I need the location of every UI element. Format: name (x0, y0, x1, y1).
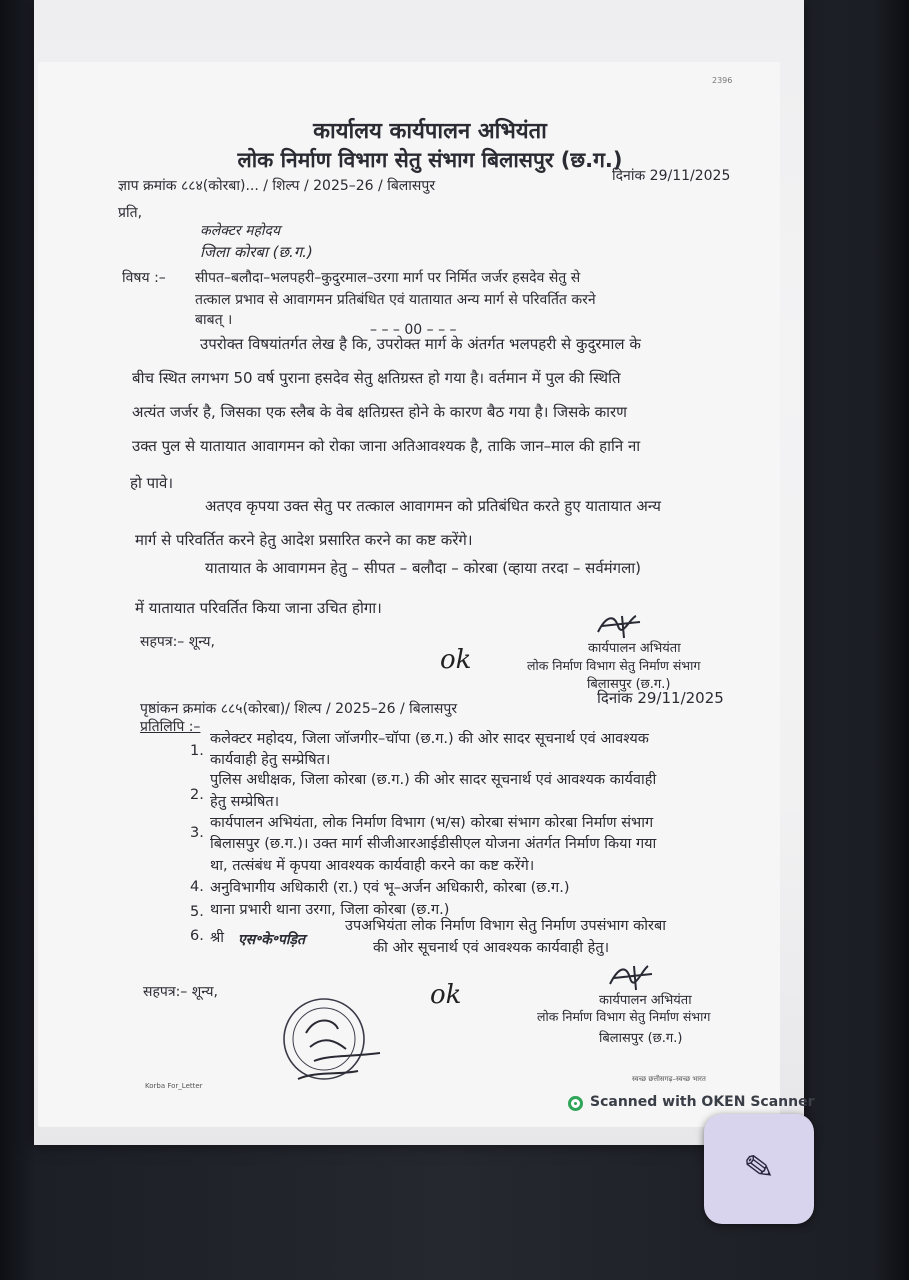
body-p1-line5: हो पावे। (130, 474, 174, 492)
cc-item-4-line1: अनुविभागीय अधिकारी (रा.) एवं भू–अर्जन अधिकारी, कोरबा (छ.ग.) (210, 880, 570, 896)
body-p1-line1: उपरोक्त विषयांतर्गत लेख है कि, उपरोक्त मार्ग के अंतर्गत भलपहरी से कुदुरमाल के (200, 335, 641, 353)
cc-item-3-line3: था, तत्संबंध में कृपया आवश्यक कार्यवाही करने का कष्ट करेंगे। (210, 858, 535, 874)
subject-label: विषय :– (122, 270, 166, 286)
cc-item-5-line1: थाना प्रभारी थाना उरगा, जिला कोरबा (छ.ग.) (210, 902, 450, 918)
department-heading: लोक निर्माण विभाग सेतु संभाग बिलासपुर (छ.ग.) (237, 148, 623, 172)
cc-item-2-line1: पुलिस अधीक्षक, जिला कोरबा (छ.ग.) की ओर सादर सूचनार्थ एवं आवश्यक कार्यवाही (210, 772, 657, 788)
scanner-watermark: Scanned with OKEN Scanner (590, 1094, 815, 1110)
cc-item-6-line1: उपअभियंता लोक निर्माण विभाग सेतु निर्माण उपसंभाग कोरबा (345, 918, 667, 934)
signature-1-scribble (592, 612, 652, 640)
footer-left: Korba For_Letter (145, 1082, 203, 1090)
body-p1-line3: अत्यंत जर्जर है, जिसका एक स्लैब के वेब क्षतिग्रस्त होने के कारण बैठ गया है। जिसके कारण (132, 403, 627, 421)
separator: – – – 00 – – – (370, 322, 457, 338)
recipient-line1: कलेक्टर महोदय (200, 223, 281, 239)
edit-fab-button[interactable] (704, 1114, 814, 1224)
cc-item-2-number: 2. (190, 787, 204, 803)
cc-item-6-prefix: श्री (210, 930, 225, 946)
cc-item-3-line2: बिलासपुर (छ.ग.)। उक्त मार्ग सीजीआरआईडीसीएल योजना अंतर्गत निर्माण किया गया (210, 836, 657, 852)
signature-1-place: बिलासपुर (छ.ग.) (587, 677, 671, 692)
cc-label: प्रतिलिपि :– (140, 719, 201, 735)
body-p1-line2: बीच स्थित लगभग 50 वर्ष पुराना हसदेव सेतु क्षतिग्रस्त हो गया है। वर्तमान में पुल की स्थिति (132, 369, 621, 387)
edit-pen-icon: ✎ (741, 1146, 777, 1191)
signature-1-designation: कार्यपालन अभियंता (588, 641, 681, 656)
office-stamp (276, 995, 394, 1087)
footer-right: स्वच्छ छत्तीसगढ़–स्वच्छ भारत (632, 1075, 706, 1083)
signature-1-department: लोक निर्माण विभाग सेतु निर्माण संभाग (527, 658, 701, 673)
cc-item-5-number: 5. (190, 904, 204, 920)
initials-2: ok (430, 980, 462, 1010)
cc-item-1-line1: कलेक्टर महोदय, जिला जॉजगीर–चॉपा (छ.ग.) की ओर सादर सूचनार्थ एवं आवश्यक (210, 731, 649, 747)
body-p2-line2: मार्ग से परिवर्तित करने हेतु आदेश प्रसारित करने का कष्ट करेंगे। (135, 531, 473, 549)
cc-item-6-line2: की ओर सूचनार्थ एवं आवश्यक कार्यवाही हेतु। (373, 940, 610, 956)
subject-line2: तत्काल प्रभाव से आवागमन प्रतिबंधित एवं यातायात अन्य मार्ग से परिवर्तित करने (195, 292, 596, 308)
signature-2-place: बिलासपुर (छ.ग.) (599, 1031, 683, 1046)
scanner-logo-icon (568, 1096, 583, 1111)
cc-item-6-number: 6. (190, 928, 204, 944)
cc-item-3-number: 3. (190, 825, 204, 841)
cc-item-1-line2: कार्यवाही हेतु सम्प्रेषित। (210, 752, 331, 768)
enclosure-2: सहपत्र:– शून्य, (143, 984, 218, 1000)
body-p3-line2: में यातायात परिवर्तित किया जाना उचित होगा। (135, 599, 382, 617)
subject-line3: बाबत् । (195, 312, 233, 328)
memo-date: दिनांक 29/11/2025 (612, 168, 731, 184)
prati-label: प्रति, (118, 205, 143, 221)
body-p2-line1: अतएव कृपया उक्त सेतु पर तत्काल आवागमन को प्रतिबंधित करते हुए यातायात अन्य (205, 497, 661, 515)
body-p3-line1: यातायात के आवागमन हेतु – सीपत – बलौदा – कोरबा (व्हाया तरदा – सर्वमंगला) (205, 559, 641, 577)
enclosure-1: सहपत्र:– शून्य, (140, 634, 215, 650)
document-page (38, 62, 780, 1127)
subject-line1: सीपत–बलौदा–भलपहरी–कुदुरमाल–उरगा मार्ग पर निर्मित जर्जर हसदेव सेतु से (195, 270, 581, 286)
signature-2-department: लोक निर्माण विभाग सेतु निर्माण संभाग (537, 1009, 711, 1024)
recipient-line2: जिला कोरबा (छ.ग.) (200, 243, 313, 261)
cc-item-2-line2: हेतु सम्प्रेषित। (210, 794, 280, 810)
body-p1-line4: उक्त पुल से यातायात आवागमन को रोका जाना अतिआवश्यक है, ताकि जान–माल की हानि ना (132, 437, 641, 455)
endorsement-date: दिनांक 29/11/2025 (597, 689, 724, 707)
signature-2-scribble (604, 962, 664, 992)
signature-2-designation: कार्यपालन अभियंता (599, 993, 692, 1008)
cc-item-4-number: 4. (190, 879, 204, 895)
page-number: 2396 (712, 76, 733, 85)
cc-item-3-line1: कार्यपालन अभियंता, लोक निर्माण विभाग (भ/स) कोरबा संभाग कोरबा निर्माण संभाग (210, 815, 654, 831)
cc-item-1-number: 1. (190, 743, 204, 759)
endorsement-number: पृष्ठांकन क्रमांक ८८५(कोरबा)/ शिल्प / 2025–26 / बिलासपुर (140, 701, 458, 717)
memo-number: ज्ञाप क्रमांक ८८४(कोरबा)... / शिल्प / 2025–26 / बिलासपुर (118, 178, 436, 194)
office-heading: कार्यालय कार्यपालन अभियंता (313, 119, 547, 144)
initials-1: ok (440, 645, 472, 675)
cc-item-6-name: एस॰के॰पड़ित (238, 932, 305, 948)
